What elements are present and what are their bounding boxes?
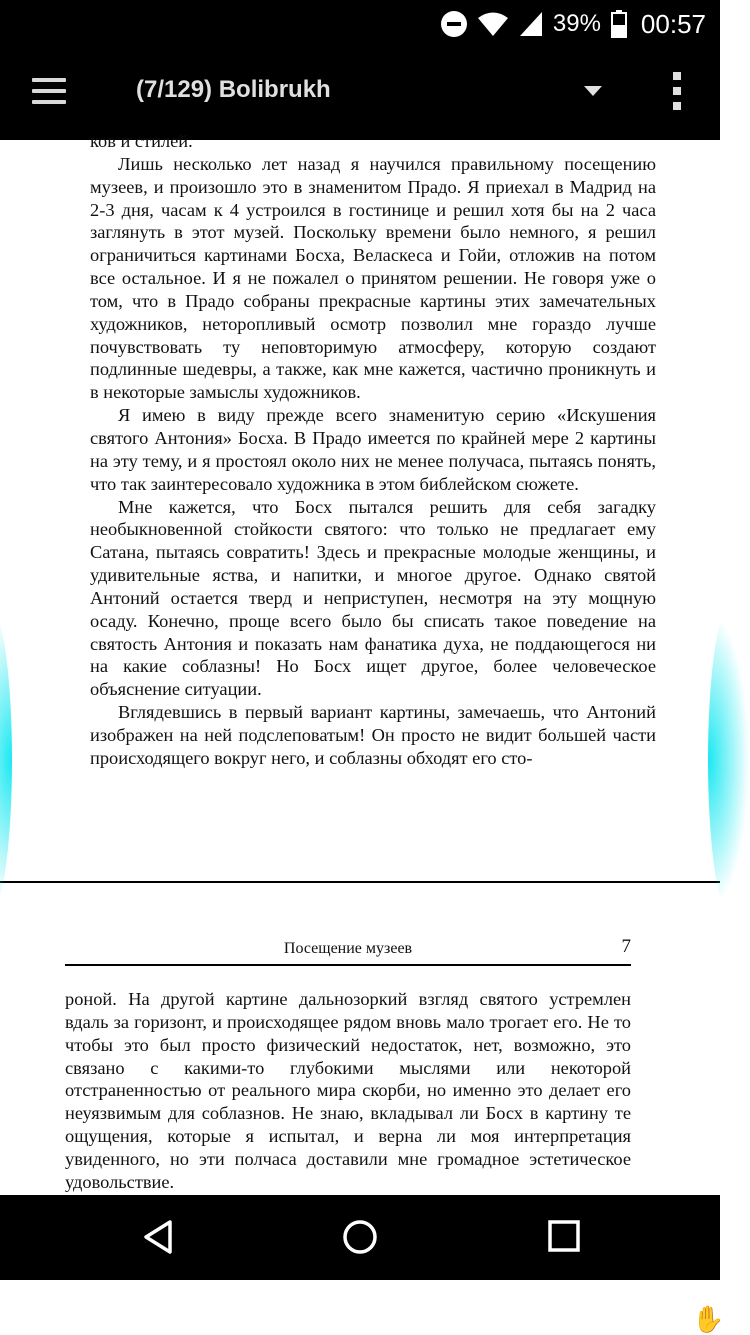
battery-icon [611,10,627,38]
menu-icon[interactable] [32,78,66,106]
running-title: Посещение музеев [283,940,413,957]
status-bar [0,0,720,48]
wifi-icon [477,11,509,37]
dropdown-icon[interactable] [584,86,602,96]
paragraph: Мне кажется, что Босх пытался решить для себя загадку необыкновенной стойкости святого: что только не предлагает ему Сатана, пытаясь совратить! Здесь и прекрасные молодые женщины, и удивительные яства, и напитки, и многое другое. Однако святой Антоний остается тверд и неприступен, несмотря на эту мощную осаду. Конечно, проще всего было бы списать такое поведение на святость Антония и показать нам фанатика духа, не поддающегося ни на какие соблазны! Но Босх ищет другое, более человеческое объяснение ситуации. [90,496,656,700]
paragraph: Я имею в виду прежде всего знаменитую серию «Искушения святого Антония» Босха. В Прадо имеется по крайней мере 2 картины на эту тему, и я простоял около них не менее получаса, пытаясь понять, что так заинтересовало художника в этом библейском сюжете. [90,405,656,494]
paragraph: ков и стилей. [90,131,193,151]
do-not-disturb-icon [441,11,467,37]
page-bottom-text [65,988,631,1194]
reader-view[interactable] [0,131,725,1334]
paragraph: Лишь несколько лет назад я научился правильному посещению музеев, и произошло это в знаменитом Прадо. Я приехал в Мадрид на 2-3 дня, часам к 4 устроился в гостинице и решил хотя бы на 2 часа заглянуть в этот музей. Поскольку времени было немного, я решил ограничиться картинами Босха, Веласкеса и Гойи, отложив на потом все остальное. И я не пожалел о принятом решении. Не говоря уже о том, что в Прадо собраны прекрасные картины этих замечательных художников, неторопливый осмотр позволил мне гораздо лучше почувствовать ту неповторимую атмосферу, которую создают подлинные шедевры, а также, как мне кажется, частично проникнуть и в некоторые замыслы художников. [90,153,656,403]
status-icons [441,0,706,48]
page-top-text [90,130,656,770]
home-icon[interactable] [340,1217,380,1262]
running-header [65,938,631,966]
signal-icon [519,11,543,37]
page-number: 7 [621,936,631,957]
edge-glow-left [0,610,12,910]
document-title: (7/129) Bolibrukh [136,76,331,103]
battery-percent: 39% [552,10,601,37]
navigation-bar [0,1195,720,1280]
clock: 00:57 [640,8,706,39]
paragraph: Вглядевшись в первый вариант картины, замечаешь, что Антоний изображен на ней подслеповатым! Он просто не видит большей части происходящего вокруг него, и соблазны обходят его сто- [90,702,656,768]
page-divider [0,881,720,883]
back-icon[interactable] [140,1217,180,1262]
recents-icon[interactable] [545,1217,585,1262]
app-toolbar [0,48,720,140]
more-vert-icon[interactable] [672,72,682,112]
edge-glow-right [708,610,750,910]
paragraph: роной. На другой картине дальнозоркий взгляд святого устремлен вдаль за горизонт, и происходящее рядом вновь мало трогает его. Не то чтобы это был просто физический недостаток, нет, возможно, это связано с какими-то глубокими мыслями или некоторой отстраненностью от реального мира скорби, но именно это делает его неуязвимым для соблазнов. Не знаю, вкладывал ли Босх в картину те ощущения, которые я испытал, и верна ли моя интерпретация увиденного, но эти полчаса доставили мне громадное эстетическое удовольствие. [65,989,631,1192]
hand-cursor-icon: ✋ [692,1304,725,1334]
